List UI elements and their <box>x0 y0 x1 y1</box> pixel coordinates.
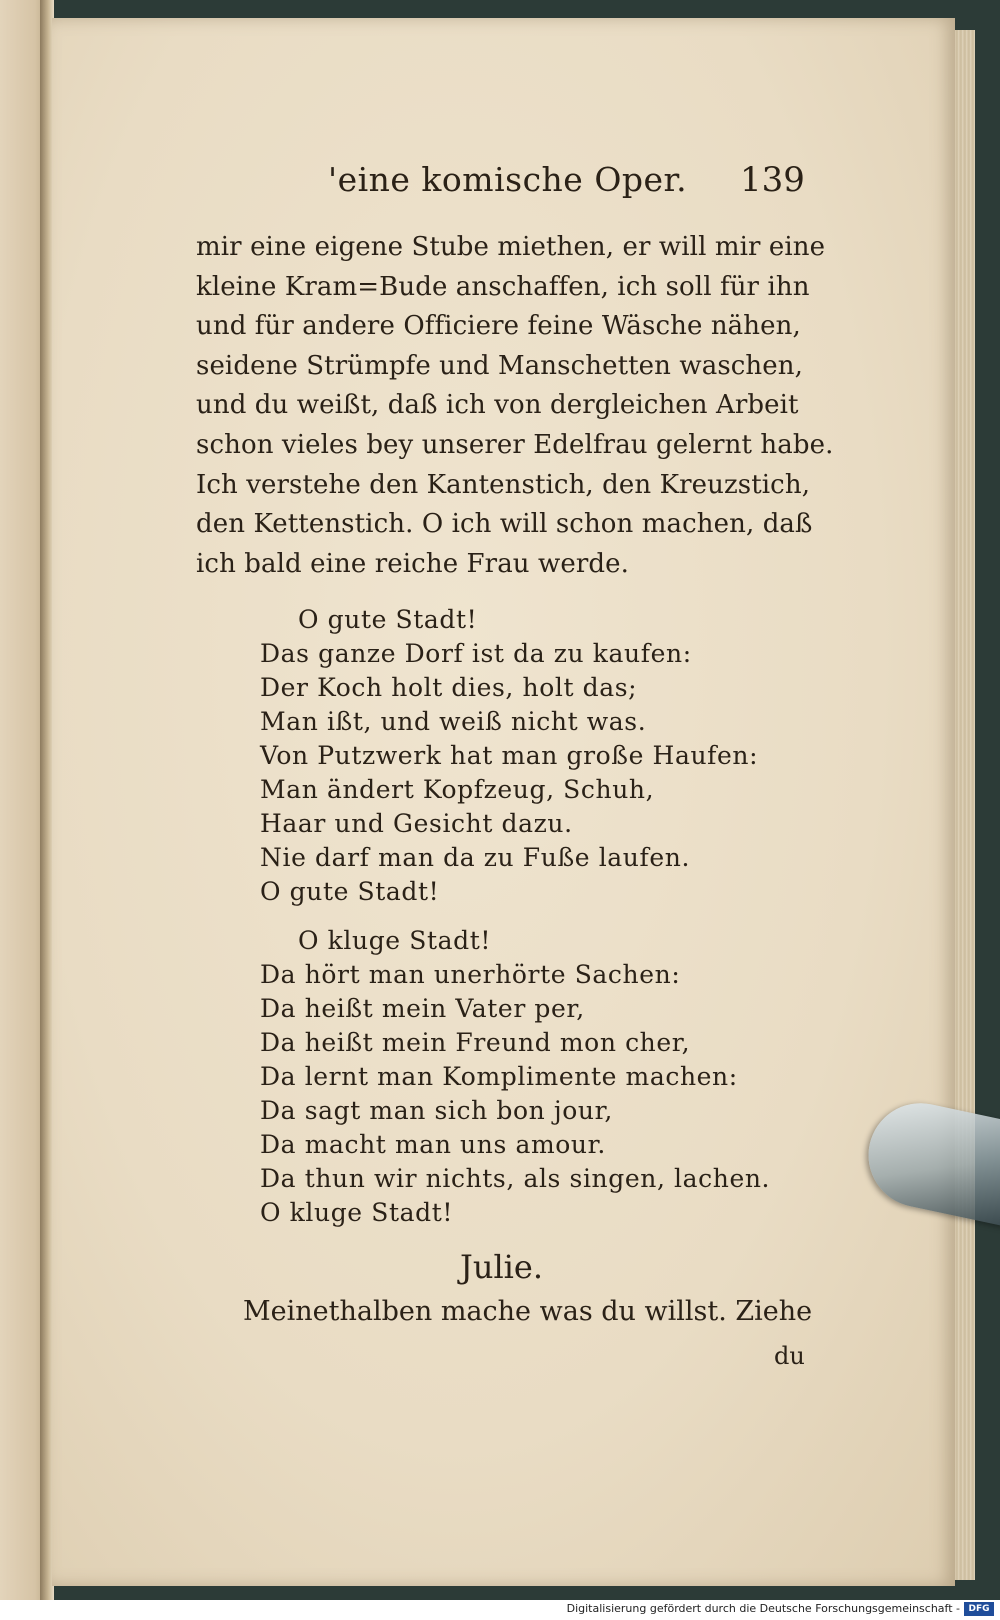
verse-stanza-2 <box>260 924 770 1230</box>
verse-line: Man ißt, und weiß nicht was. <box>260 707 647 736</box>
running-head: 'eine komische Oper. <box>328 160 688 199</box>
body-line: seidene Strümpfe und Manschetten waschen, <box>196 350 803 381</box>
dialogue-line: Meinethalben mache was du willst. Ziehe <box>243 1296 813 1327</box>
body-line: schon vieles bey unserer Edelfrau gelernt habe. <box>196 429 834 460</box>
verse-line: Haar und Gesicht dazu. <box>260 809 573 838</box>
verse-line: Da thun wir nichts, als singen, lachen. <box>260 1164 771 1193</box>
verse-stanza-1 <box>260 603 758 909</box>
verse-line: O kluge Stadt! <box>298 926 492 955</box>
body-line: Ich verstehe den Kantenstich, den Kreuzstich, <box>196 469 811 500</box>
body-line: und du weißt, daß ich von dergleichen Arbeit <box>196 390 799 421</box>
verse-line: Von Putzwerk hat man große Haufen: <box>260 741 759 770</box>
verse-line: O gute Stadt! <box>260 877 440 906</box>
catchword: du <box>774 1342 805 1370</box>
body-line: mir eine eigene Stube miethen, er will mir eine <box>196 232 826 262</box>
body-line: kleine Kram=Bude anschaffen, ich soll für ihn <box>196 271 810 302</box>
verse-line: Da sagt man sich bon jour, <box>260 1096 613 1125</box>
verse-line: Da hört man unerhörte Sachen: <box>260 960 681 989</box>
body-line: ich bald eine reiche Frau werde. <box>196 548 629 579</box>
body-paragraph <box>196 228 834 584</box>
speaker-name: Julie. <box>460 1248 544 1286</box>
dfg-logo: DFG <box>964 1602 994 1616</box>
verse-line: Der Koch holt dies, holt das; <box>260 673 638 702</box>
verse-line: O gute Stadt! <box>298 605 478 634</box>
verse-line: Da heißt mein Vater per, <box>260 994 585 1023</box>
verse-line: Man ändert Kopfzeug, Schuh, <box>260 775 655 804</box>
verse-line: Da macht man uns amour. <box>260 1130 606 1159</box>
verse-line: O kluge Stadt! <box>260 1198 454 1227</box>
verse-line: Da lernt man Komplimente machen: <box>260 1062 738 1091</box>
digitization-credit: Digitalisierung gefördert durch die Deutsche Forschungsgemeinschaft - <box>566 1602 960 1615</box>
page-number: 139 <box>740 160 805 200</box>
body-line: und für andere Officiere feine Wäsche nähen, <box>196 311 801 342</box>
verse-line: Nie darf man da zu Fuße laufen. <box>260 843 690 872</box>
verse-line: Das ganze Dorf ist da zu kaufen: <box>260 639 692 668</box>
body-line: den Kettenstich. O ich will schon machen, daß <box>196 509 813 540</box>
verse-line: Da heißt mein Freund mon cher, <box>260 1028 691 1057</box>
